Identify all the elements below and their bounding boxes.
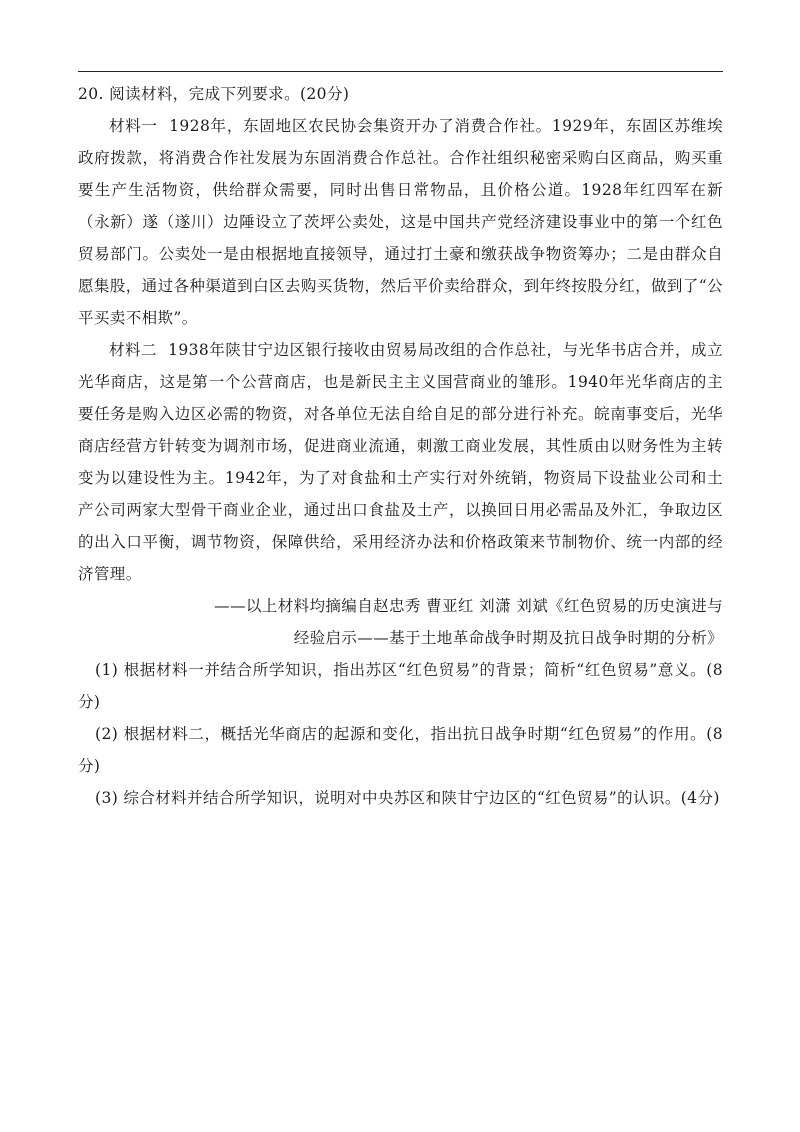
- material-two: [78, 334, 723, 590]
- sub-question-1: (1) 根据材料一并结合所学知识，指出苏区“红色贸易”的背景；简析“红色贸易”意义。(8分): [78, 661, 723, 711]
- material-one: [78, 110, 723, 334]
- source-citation: [78, 590, 723, 654]
- source-line-1: ——以上材料均摘编自赵忠秀 曹亚红 刘潇 刘斌《红色贸易的历史演进与: [214, 597, 723, 615]
- source-line-2: 经验启示——基于土地革命战争时期及抗日战争时期的分析》: [293, 629, 723, 647]
- material-two-label: 材料二: [109, 341, 158, 359]
- sub-question-2: (2) 根据材料二，概括光华商店的起源和变化，指出抗日战争时期“红色贸易”的作用。(8分): [78, 725, 723, 775]
- sub-question-3: (3) 综合材料并结合所学知识，说明对中央苏区和陕甘宁边区的“红色贸易”的认识。(4分): [95, 789, 720, 807]
- question-title: 20. 阅读材料，完成下列要求。(20分): [78, 85, 350, 103]
- top-divider: [78, 71, 723, 72]
- material-one-label: 材料一: [109, 117, 158, 135]
- material-two-text: 1938年陕甘宁边区银行接收由贸易局改组的合作总社，与光华书店合并，成立光华商店，这是第一个公营商店，也是新民主主义国营商业的雏形。1940年光华商店的主要任务是购入边区必需的物资，对各单位无法自给自足的部分进行补充。皖南事变后，光华商店经营方针转变为调剂市场，促进商业流通，刺激工商业发展，其性质由以财务性为主转变为以建设性为主。1942年，为了对食盐和土产实行对外统销，物资局下设盐业公司和土产公司两家大型骨干商业企业，通过出口食盐及土产，以换回日用必需品及外汇，争取边区的出入口平衡，调节物资，保障供给，采用经济办法和价格政策来节制物价、统一内部的经济管理。: [78, 341, 723, 583]
- question-content: [78, 78, 723, 814]
- material-one-text: 1928年，东固地区农民协会集资开办了消费合作社。1929年，东固区苏维埃政府拨款，将消费合作社发展为东固消费合作总社。合作社组织秘密采购白区商品，购买重要生产生活物资，供给群众需要，同时出售日常物品，且价格公道。1928年红四军在新（永新）遂（遂川）边陲设立了茨坪公卖处，这是中国共产党经济建设事业中的第一个红色贸易部门。公卖处一是由根据地直接领导，通过打土豪和缴获战争物资筹办；二是由群众自愿集股，通过各种渠道到白区去购买货物，然后平价卖给群众，到年终按股分红，做到了“公平买卖不相欺”。: [78, 117, 724, 327]
